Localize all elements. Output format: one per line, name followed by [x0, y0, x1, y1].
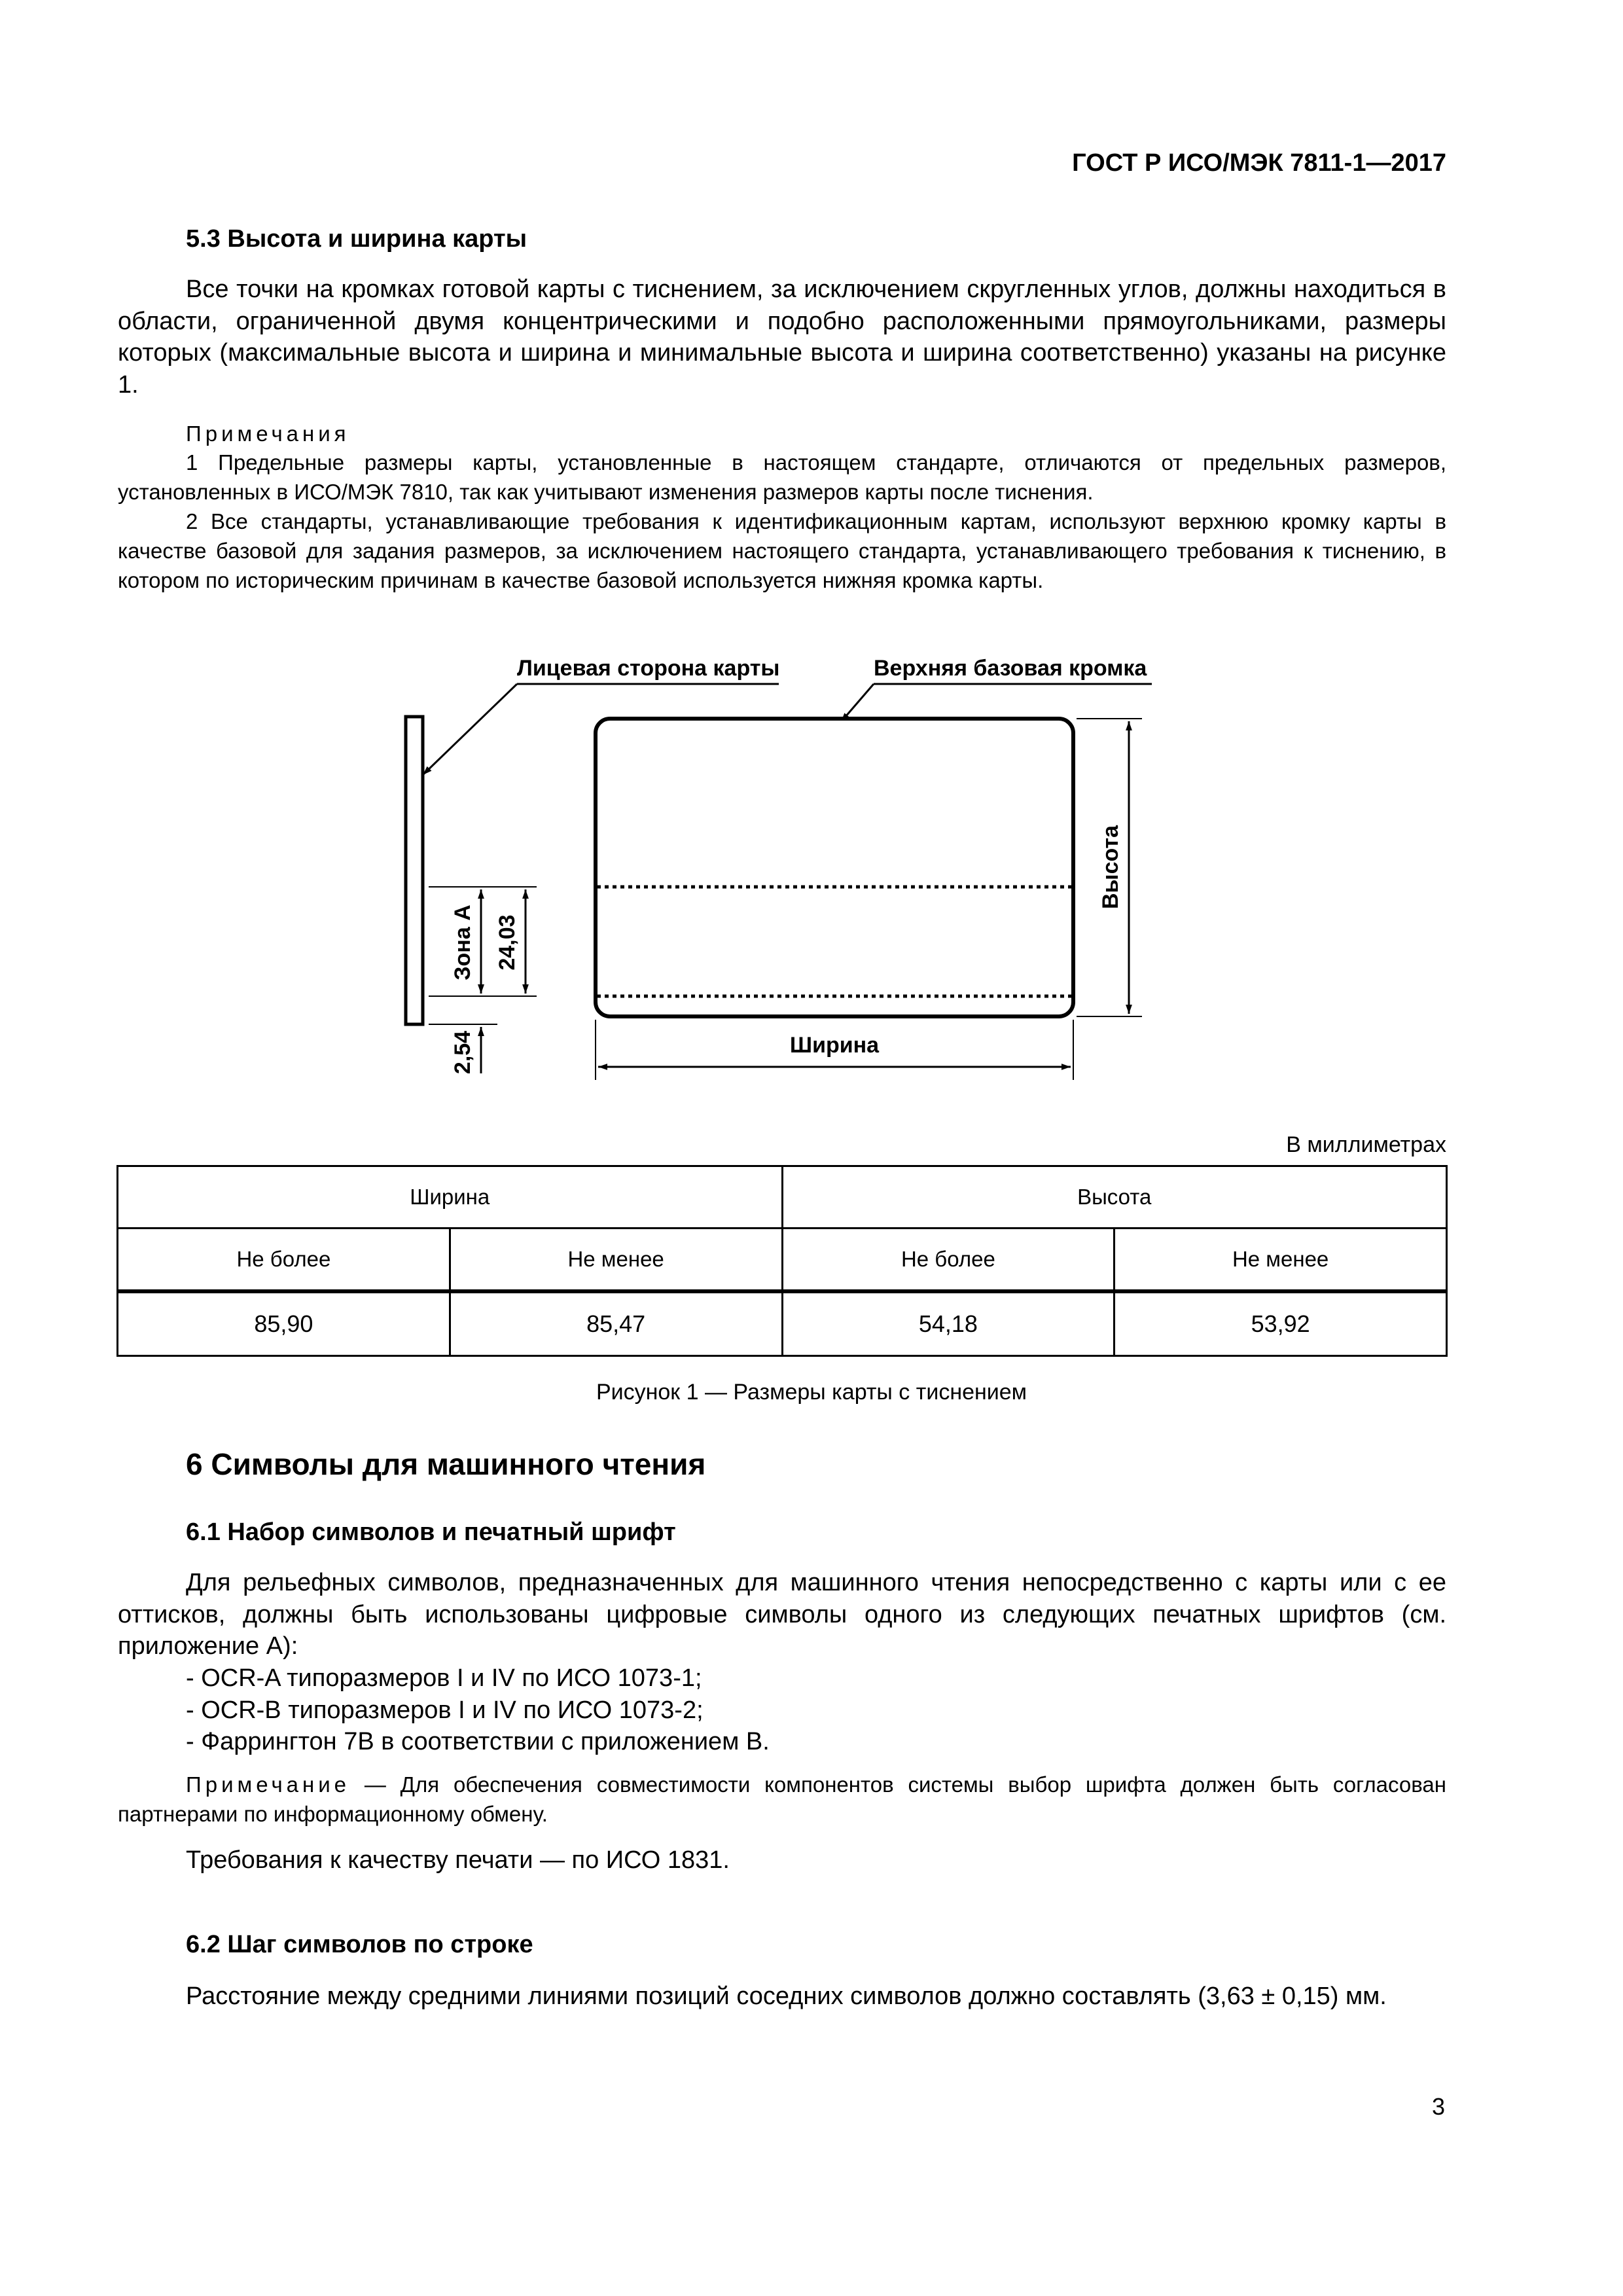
edge-leader-arrow	[841, 684, 874, 722]
label-top-edge: Верхняя базовая кромка	[874, 656, 1147, 681]
label-zone-a: Зона А	[450, 905, 475, 980]
width-max-value: 85,90	[118, 1291, 450, 1356]
table-row	[118, 1166, 1447, 1229]
document-standard-header: ГОСТ Р ИСО/МЭК 7811-1—2017	[1072, 149, 1446, 177]
card-front	[596, 719, 1073, 1016]
card-side-view	[406, 717, 423, 1024]
height-max-value: 54,18	[782, 1291, 1115, 1356]
dimensions-table	[116, 1165, 1448, 1357]
note-2: 2 Все стандарты, устанавливающие требования к идентификационным картам, используют верхнюю кромку карты в качестве базовой для задания размеров, за исключением настоящего стандарта, устанавливающего требования к тиснению, в котором по историческим причинам в качестве базовой используется нижняя кромка карты.	[118, 509, 1446, 592]
units-label: В миллиметрах	[1286, 1132, 1446, 1157]
section-6-1-note	[118, 1770, 1446, 1829]
section-6-title: 6 Символы для машинного чтения	[186, 1447, 706, 1481]
width-max-header: Не более	[118, 1229, 450, 1292]
height-max-header: Не более	[782, 1229, 1115, 1292]
note-text: — Для обеспечения совместимости компонентов системы выбор шрифта должен быть согласован партнерами по информационному обмену.	[118, 1772, 1446, 1826]
table-row	[118, 1291, 1447, 1356]
col-width-header: Ширина	[118, 1166, 783, 1229]
table-row	[118, 1229, 1447, 1292]
height-min-value: 53,92	[1115, 1291, 1447, 1356]
note-label: Примечание	[186, 1772, 351, 1797]
label-height: Высота	[1098, 825, 1123, 909]
section-6-2-title: 6.2 Шаг символов по строке	[186, 1931, 533, 1958]
note-1: 1 Предельные размеры карты, установленные в настоящем стандарте, отличаются от предельных размеров, установленных в ИСО/МЭК 7810, так как учитывают изменения размеров карты после тиснения.	[118, 450, 1446, 504]
print-quality-paragraph: Требования к качеству печати — по ИСО 1831.	[186, 1846, 730, 1874]
list-item: - OCR-B типоразмеров I и IV по ИСО 1073-2;	[186, 1696, 704, 1724]
section-6-1-title: 6.1 Набор символов и печатный шрифт	[186, 1518, 676, 1546]
width-min-value: 85,47	[450, 1291, 782, 1356]
list-item: - Фаррингтон 7B в соответствии с приложением В.	[186, 1728, 770, 1755]
font-list	[186, 1662, 770, 1758]
width-min-header: Не менее	[450, 1229, 782, 1292]
notes-heading: Примечания	[186, 422, 350, 446]
figure-caption: Рисунок 1 — Размеры карты с тиснением	[596, 1380, 1027, 1405]
col-height-header: Высота	[782, 1166, 1447, 1229]
section-5-3-title: 5.3 Высота и ширина карты	[186, 225, 527, 253]
label-dim-24-03: 24,03	[495, 914, 520, 971]
section-6-1-paragraph: Для рельефных символов, предназначенных для машинного чтения непосредственно с карты или с ее оттисков, должны быть использованы цифровые символы одного из следующих печатных шрифтов (см. приложение А):	[118, 1569, 1446, 1660]
page-number: 3	[1431, 2093, 1445, 2120]
section-5-3-paragraph: Все точки на кромках готовой карты с тиснением, за исключением скругленных углов, должны находиться в области, ограниченной двумя концентрическими и подобно расположенными прямоугольниками, размеры которых (максимальные высота и ширина и минимальные высота и ширина соответственно) указаны на рисунке 1.	[118, 276, 1446, 399]
section-6-2-paragraph: Расстояние между средними линиями позиций соседних символов должно составлять (3,63 ± 0,15) мм.	[186, 1982, 1387, 2010]
list-item: - OCR-A типоразмеров I и IV по ИСО 1073-1;	[186, 1664, 702, 1692]
label-dim-2-54: 2,54	[450, 1030, 475, 1075]
face-leader-arrow	[423, 684, 517, 775]
label-width: Ширина	[789, 1033, 880, 1058]
label-card-face: Лицевая сторона карты	[517, 656, 780, 681]
height-min-header: Не менее	[1115, 1229, 1447, 1292]
